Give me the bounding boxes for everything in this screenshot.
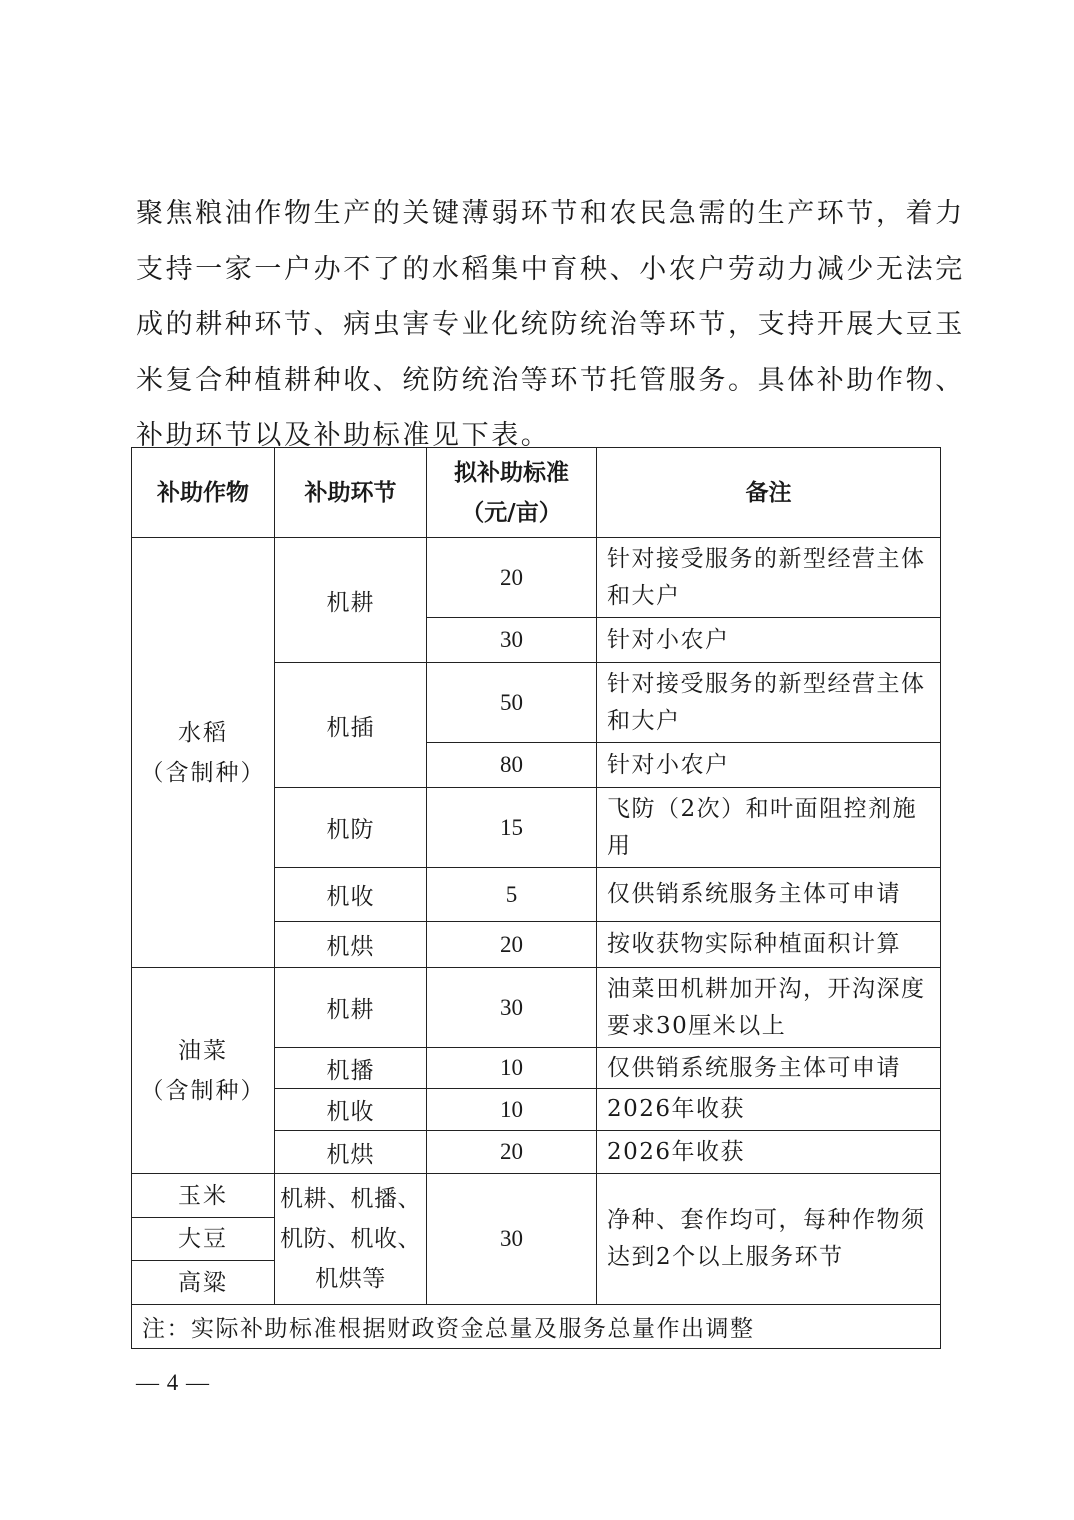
crop-rapeseed-name: 油菜 <box>178 1037 228 1064</box>
step-rice-dry: 机烘 <box>275 922 427 968</box>
note-cell: 净种、套作均可，每种作物须达到2个以上服务环节 <box>597 1174 941 1305</box>
table-row <box>132 538 941 618</box>
paragraph-line: 成的耕种环节、病虫害专业化统防统治等环节，支持开展大豆玉 <box>136 309 965 340</box>
step-rapeseed-dry: 机烘 <box>275 1131 427 1174</box>
header-standard <box>427 448 597 538</box>
header-crop: 补助作物 <box>132 448 275 538</box>
crop-rapeseed <box>132 968 275 1174</box>
subsidy-table <box>131 447 941 1349</box>
table-header-row <box>132 448 941 538</box>
paragraph-line: 补助环节以及补助标准见下表。 <box>136 420 551 451</box>
note-cell: 仅供销系统服务主体可申请 <box>597 1048 941 1089</box>
value-cell: 10 <box>427 1048 597 1089</box>
value-cell: 30 <box>427 618 597 663</box>
note-cell: 针对小农户 <box>597 743 941 788</box>
note-cell: 2026年收获 <box>597 1131 941 1174</box>
crop-sorghum: 高粱 <box>132 1261 275 1305</box>
value-cell: 20 <box>427 1131 597 1174</box>
value-cell: 5 <box>427 868 597 922</box>
step-rice-protect: 机防 <box>275 788 427 868</box>
step-others-line3: 机烘等 <box>315 1266 386 1292</box>
paragraph-line: 米复合种植耕种收、统防统治等环节托管服务。具体补助作物、 <box>136 364 965 396</box>
table-footnote-row <box>132 1305 941 1349</box>
note-cell: 油菜田机耕加开沟，开沟深度要求30厘米以上 <box>597 968 941 1048</box>
note-cell: 飞防（2次）和叶面阻控剂施用 <box>597 788 941 868</box>
note-cell: 针对接受服务的新型经营主体和大户 <box>597 663 941 743</box>
step-rapeseed-harvest: 机收 <box>275 1089 427 1131</box>
crop-rapeseed-qualifier: （含制种） <box>140 1077 266 1104</box>
paragraph-line: 聚焦粮油作物生产的关键薄弱环节和农民急需的生产环节，着力 <box>136 198 965 229</box>
value-cell: 80 <box>427 743 597 788</box>
body-paragraph <box>136 186 965 464</box>
step-rapeseed-sow: 机播 <box>275 1048 427 1089</box>
page-number: — 4 — <box>136 1370 210 1395</box>
value-cell: 20 <box>427 922 597 968</box>
note-cell: 按收获物实际种植面积计算 <box>597 922 941 968</box>
note-cell: 2026年收获 <box>597 1089 941 1131</box>
value-cell: 30 <box>427 1174 597 1305</box>
step-rapeseed-plow: 机耕 <box>275 968 427 1048</box>
value-cell: 20 <box>427 538 597 618</box>
header-step: 补助环节 <box>275 448 427 538</box>
value-cell: 30 <box>427 968 597 1048</box>
note-cell: 仅供销系统服务主体可申请 <box>597 868 941 922</box>
table-row <box>132 1174 941 1218</box>
crop-rice-name: 水稻 <box>178 719 228 746</box>
note-cell: 针对小农户 <box>597 618 941 663</box>
step-rice-transplant: 机插 <box>275 663 427 788</box>
step-others-line2: 机防、机收、 <box>280 1226 421 1252</box>
step-rice-plow: 机耕 <box>275 538 427 663</box>
value-cell: 10 <box>427 1089 597 1131</box>
value-cell: 15 <box>427 788 597 868</box>
header-note: 备注 <box>597 448 941 538</box>
step-others <box>275 1174 427 1305</box>
table-footnote: 注：实际补助标准根据财政资金总量及服务总量作出调整 <box>132 1305 941 1349</box>
crop-corn: 玉米 <box>132 1174 275 1218</box>
step-rice-harvest: 机收 <box>275 868 427 922</box>
header-standard-line1: 拟补助标准 <box>454 459 569 486</box>
paragraph-line: 支持一家一户办不了的水稻集中育秧、小农户劳动力减少无法完 <box>136 253 965 285</box>
value-cell: 50 <box>427 663 597 743</box>
crop-soybean: 大豆 <box>132 1218 275 1261</box>
step-others-line1: 机耕、机播、 <box>280 1186 421 1212</box>
crop-rice <box>132 538 275 968</box>
note-cell: 针对接受服务的新型经营主体和大户 <box>597 538 941 618</box>
header-standard-line2: （元/亩） <box>461 499 562 526</box>
table-row <box>132 968 941 1048</box>
crop-rice-qualifier: （含制种） <box>140 759 266 786</box>
